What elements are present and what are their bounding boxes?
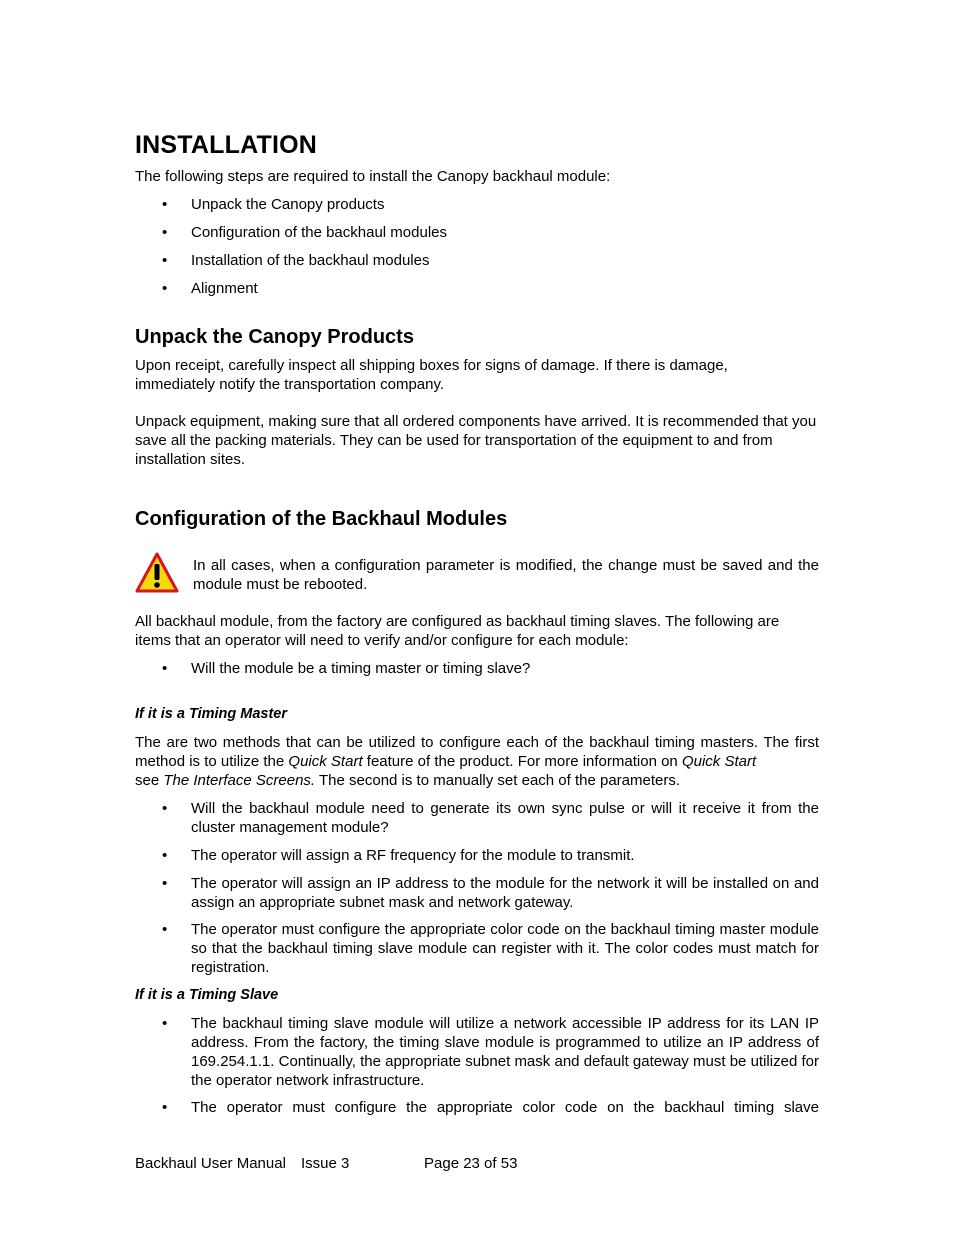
footer-manual-title: Backhaul User Manual: [135, 1155, 286, 1172]
unpack-paragraph-2: Unpack equipment, making sure that all ordered components have arrived. It is recommended that you save all the packing materials. They can be used for transportation of the equipment to and from installation sites.: [135, 413, 817, 468]
list-item: The operator must configure the appropriate color code on the backhaul timing master module so that the backhaul timing slave module can register with it. The color codes must match for registration.: [191, 921, 819, 976]
master-paragraph: [135, 733, 819, 790]
master-text-b: feature of the product. For more information on: [362, 753, 682, 770]
bullet-marker: •: [162, 875, 168, 892]
list-item: The backhaul timing slave module will utilize a network accessible IP address for its LAN IP address. From the factory, the timing slave module is programmed to utilize an IP address of 169.254.1.1. Continually, the appropriate subnet mask and default gateway must be utilized for the operator network infrastructure.: [191, 1015, 819, 1089]
quick-start-term: Quick Start: [288, 753, 363, 770]
footer-page-number: Page 23 of 53: [424, 1155, 518, 1172]
list-item: Will the module be a timing master or timing slave?: [191, 660, 531, 677]
bullet-marker: •: [162, 1015, 168, 1032]
interface-screens-reference: The Interface Screens.: [163, 772, 316, 789]
list-item: Unpack the Canopy products: [191, 196, 385, 213]
bullet-marker: •: [162, 660, 168, 677]
bullet-marker: •: [162, 252, 168, 269]
list-item: The operator will assign an IP address to the module for the network it will be installed on and assign an appropriate subnet mask and network gateway.: [191, 875, 819, 911]
list-item: Will the backhaul module need to generate its own sync pulse or will it receive it from the cluster management module?: [191, 800, 819, 836]
bullet-marker: •: [162, 847, 168, 864]
warning-text: In all cases, when a configuration parameter is modified, the change must be saved and the module must be rebooted.: [193, 557, 819, 593]
bullet-marker: •: [162, 921, 168, 938]
bullet-marker: •: [162, 1099, 168, 1116]
intro-text: The following steps are required to install the Canopy backhaul module:: [135, 168, 611, 185]
bullet-marker: •: [162, 224, 168, 241]
unpack-paragraph-1: Upon receipt, carefully inspect all shipping boxes for signs of damage. If there is damage, immediately notify the transportation company.: [135, 357, 728, 393]
config-paragraph: All backhaul module, from the factory are configured as backhaul timing slaves. The following are items that an operator will need to verify and/or configure for each module:: [135, 613, 780, 649]
list-item: The operator will assign a RF frequency for the module to transmit.: [191, 847, 635, 864]
list-item: Installation of the backhaul modules: [191, 252, 430, 269]
list-item: Alignment: [191, 280, 258, 297]
page-title: INSTALLATION: [135, 131, 318, 159]
bullet-marker: •: [162, 280, 168, 297]
quick-start-term: Quick Start: [681, 753, 757, 770]
master-text-a: The are two methods that can be utilized to configure each of the backhaul timing masters. The first method is to utilize the: [135, 734, 819, 770]
bullet-marker: •: [162, 800, 168, 817]
subheading-timing-slave: If it is a Timing Slave: [135, 987, 279, 1003]
master-text-c: see: [135, 772, 164, 789]
master-text-d: The second is to manually set each of the parameters.: [315, 772, 681, 789]
subheading-timing-master: If it is a Timing Master: [135, 706, 288, 722]
bullet-marker: •: [162, 196, 168, 213]
section-heading-unpack: Unpack the Canopy Products: [135, 326, 414, 348]
warning-icon: [135, 552, 179, 594]
list-item: The operator must configure the appropriate color code on the backhaul timing slave: [191, 1099, 819, 1116]
list-item: Configuration of the backhaul modules: [191, 224, 447, 241]
section-heading-configuration: Configuration of the Backhaul Modules: [135, 508, 508, 530]
footer-issue: Issue 3: [301, 1155, 350, 1172]
